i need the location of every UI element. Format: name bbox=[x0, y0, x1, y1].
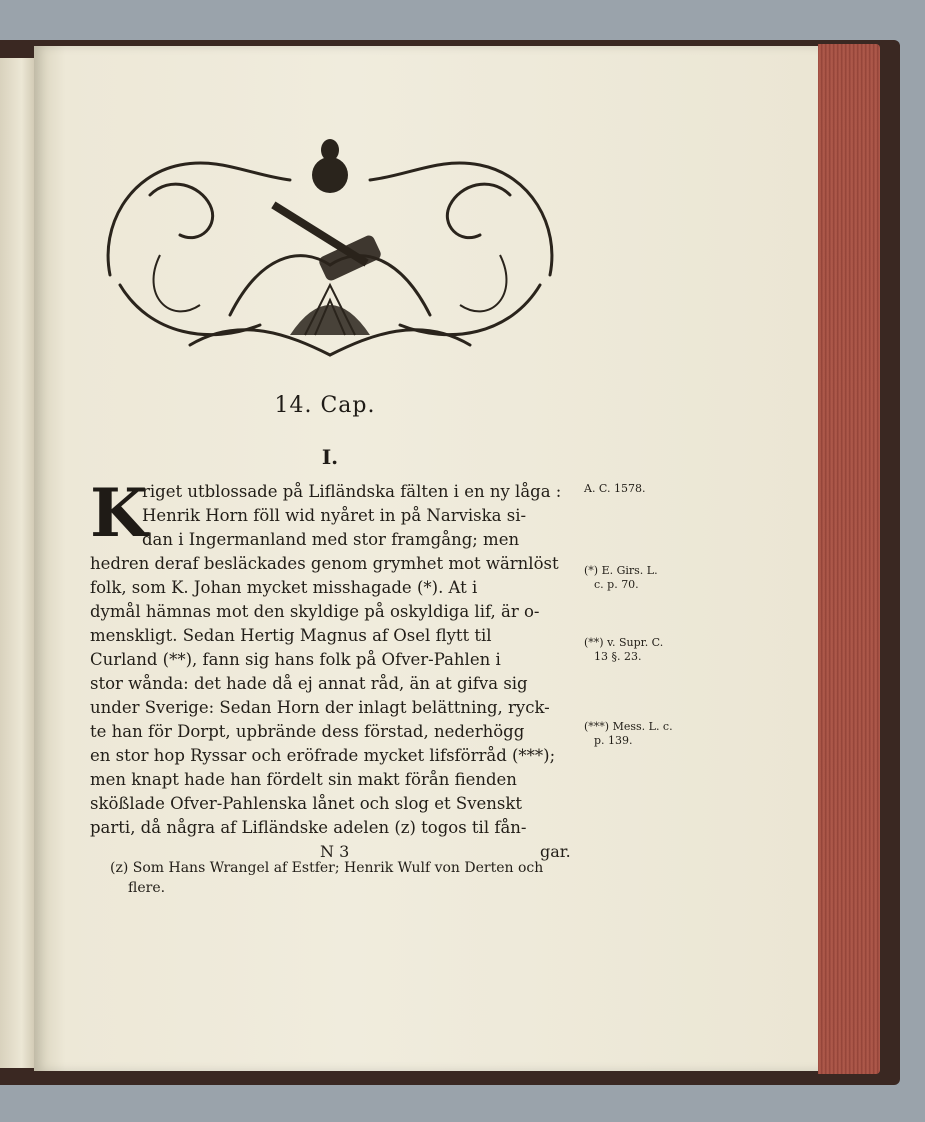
margin-note: c. p. 70. bbox=[594, 578, 639, 591]
text-line: riget utblossade på Lifländska fälten i en ny låga : bbox=[142, 482, 562, 501]
text-line: parti, då några af Lifländske adelen (z) togos til fån- bbox=[90, 818, 527, 837]
text-line: menskligt. Sedan Hertig Magnus af Osel flytt til bbox=[90, 626, 492, 645]
drop-capital: K bbox=[90, 474, 148, 552]
margin-note: (*) E. Girs. L. bbox=[584, 564, 658, 577]
text-line: Henrik Horn föll wid nyåret in på Narviska si- bbox=[142, 506, 527, 525]
chapter-title: 14. Cap. bbox=[274, 393, 376, 418]
text-line: men knapt hade han fördelt sin makt förån fienden bbox=[90, 770, 517, 789]
text-line: dymål hämnas mot den skyldige på oskyldiga lif, är o- bbox=[90, 602, 540, 621]
signature-mark: N 3 bbox=[320, 842, 350, 861]
footnote-line: (z) Som Hans Wrangel af Estfer; Henrik Wulf von Derten och bbox=[110, 860, 544, 876]
text-line: stor wånda: det hade då ej annat råd, än at gifva sig bbox=[90, 674, 528, 693]
text-line: dan i Ingermanland med stor framgång; men bbox=[142, 530, 520, 549]
text-line: en stor hop Ryssar och eröfrade mycket lifsförråd (***); bbox=[90, 746, 556, 765]
margin-note: p. 139. bbox=[594, 734, 633, 747]
catchword: gar. bbox=[540, 842, 571, 861]
text-line: skößlade Ofver-Pahlenska lånet och slog et Svenskt bbox=[90, 794, 522, 813]
text-line: under Sverige: Sedan Horn der inlagt belättning, ryck- bbox=[90, 698, 550, 717]
ornament-icon bbox=[90, 135, 570, 365]
section-number: I. bbox=[321, 445, 339, 469]
margin-note: 13 §. 23. bbox=[594, 650, 642, 663]
text-line: hedren deraf besläckades genom grymhet mot wärnlöst bbox=[90, 554, 559, 573]
text-line: Curland (**), fann sig hans folk på Ofver-Pahlen i bbox=[90, 650, 501, 669]
margin-note: (***) Mess. L. c. bbox=[584, 720, 673, 733]
margin-note: (**) v. Supr. C. bbox=[584, 636, 664, 649]
text-line: te han för Dorpt, upbrände dess förstad, nederhögg bbox=[90, 722, 525, 741]
text-line: folk, som K. Johan mycket misshagade (*). At i bbox=[90, 578, 478, 597]
footnote-line: flere. bbox=[128, 880, 166, 896]
margin-note: A. C. 1578. bbox=[584, 482, 646, 495]
